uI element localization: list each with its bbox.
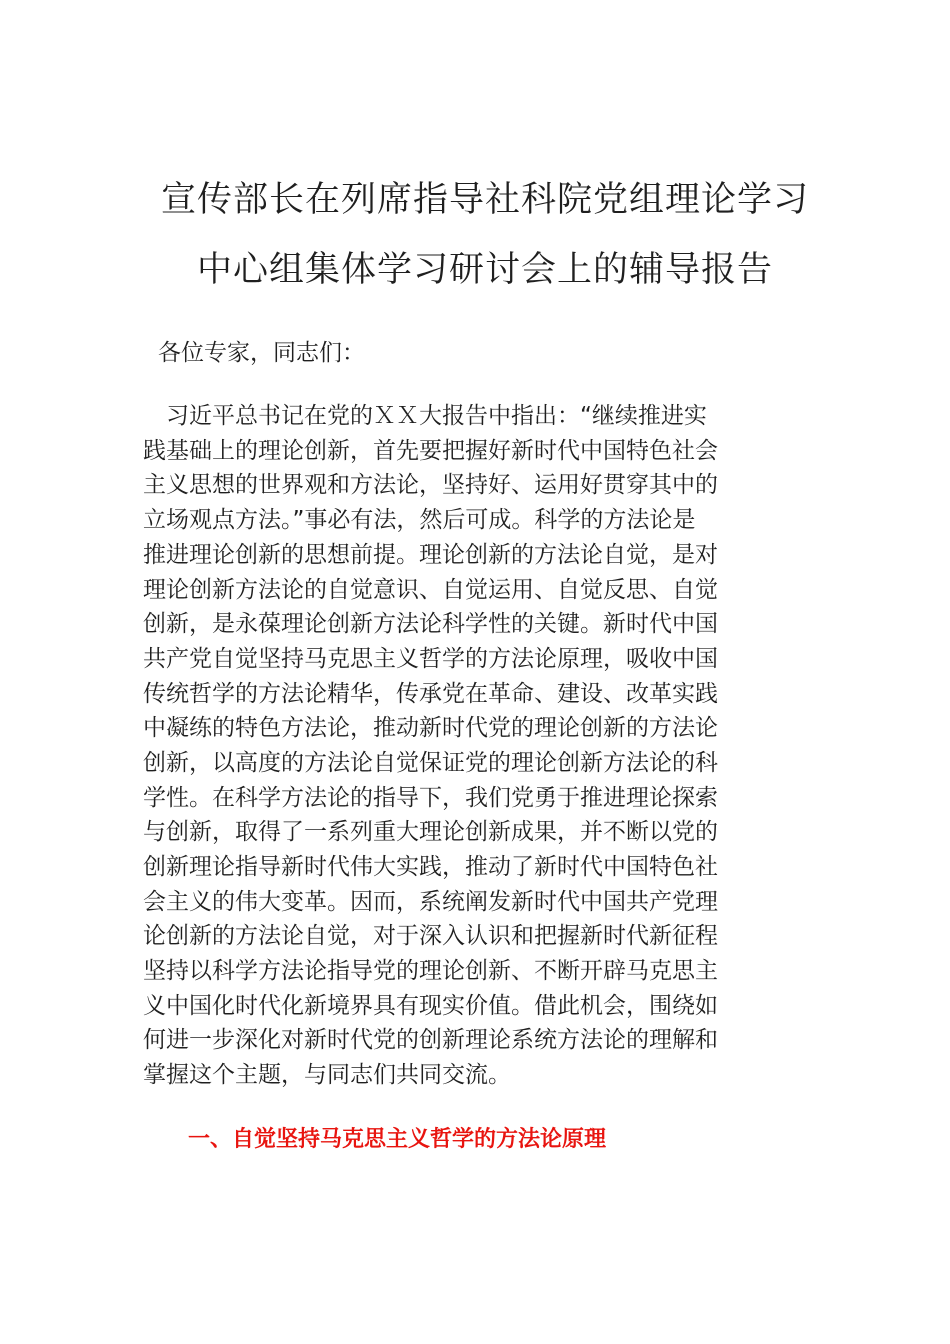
paragraph-line: 中凝练的特色方法论，推动新时代党的理论创新的方法论 xyxy=(143,715,718,741)
paragraph-line: 学性。在科学方法论的指导下，我们党勇于推进理论探索 xyxy=(143,785,718,811)
salutation: 各位专家，同志们： xyxy=(158,340,365,366)
document-title-line-1: 宣传部长在列席指导社科院党组理论学习 xyxy=(160,180,809,220)
paragraph-line: 创新，是永葆理论创新方法论科学性的关键。新时代中国 xyxy=(143,611,718,637)
paragraph-line: 掌握这个主题，与同志们共同交流。 xyxy=(143,1062,511,1088)
paragraph-line: 与创新，取得了一系列重大理论创新成果，并不断以党的 xyxy=(143,819,718,845)
document-title-line-2: 中心组集体学习研讨会上的辅导报告 xyxy=(196,250,773,290)
paragraph-line: 习近平总书记在党的ＸＸ大报告中指出：“继续推进实 xyxy=(143,403,707,429)
paragraph-line: 立场观点方法。”事必有法，然后可成。科学的方法论是 xyxy=(143,507,696,533)
paragraph-line: 何进一步深化对新时代党的创新理论系统方法论的理解和 xyxy=(143,1027,718,1053)
paragraph-line: 主义思想的世界观和方法论，坚持好、运用好贯穿其中的 xyxy=(143,472,718,498)
paragraph-line: 坚持以科学方法论指导党的理论创新、不断开辟马克思主 xyxy=(143,958,718,984)
paragraph-line: 创新理论指导新时代伟大实践，推动了新时代中国特色社 xyxy=(143,854,718,880)
paragraph-line: 创新，以高度的方法论自觉保证党的理论创新方法论的科 xyxy=(143,750,718,776)
paragraph-line: 会主义的伟大变革。因而，系统阐发新时代中国共产党理 xyxy=(143,889,718,915)
paragraph-line: 践基础上的理论创新，首先要把握好新时代中国特色社会 xyxy=(143,438,718,464)
paragraph-line: 理论创新方法论的自觉意识、自觉运用、自觉反思、自觉 xyxy=(143,577,718,603)
paragraph-line: 传统哲学的方法论精华，传承党在革命、建设、改革实践 xyxy=(143,681,718,707)
paragraph-line: 推进理论创新的思想前提。理论创新的方法论自觉，是对 xyxy=(143,542,718,568)
paragraph-line: 共产党自觉坚持马克思主义哲学的方法论原理，吸收中国 xyxy=(143,646,718,672)
paragraph-line: 论创新的方法论自觉，对于深入认识和把握新时代新征程 xyxy=(143,923,718,949)
section-heading: 一、自觉坚持马克思主义哲学的方法论原理 xyxy=(188,1127,607,1152)
paragraph-line: 义中国化时代化新境界具有现实价值。借此机会，围绕如 xyxy=(143,993,718,1019)
